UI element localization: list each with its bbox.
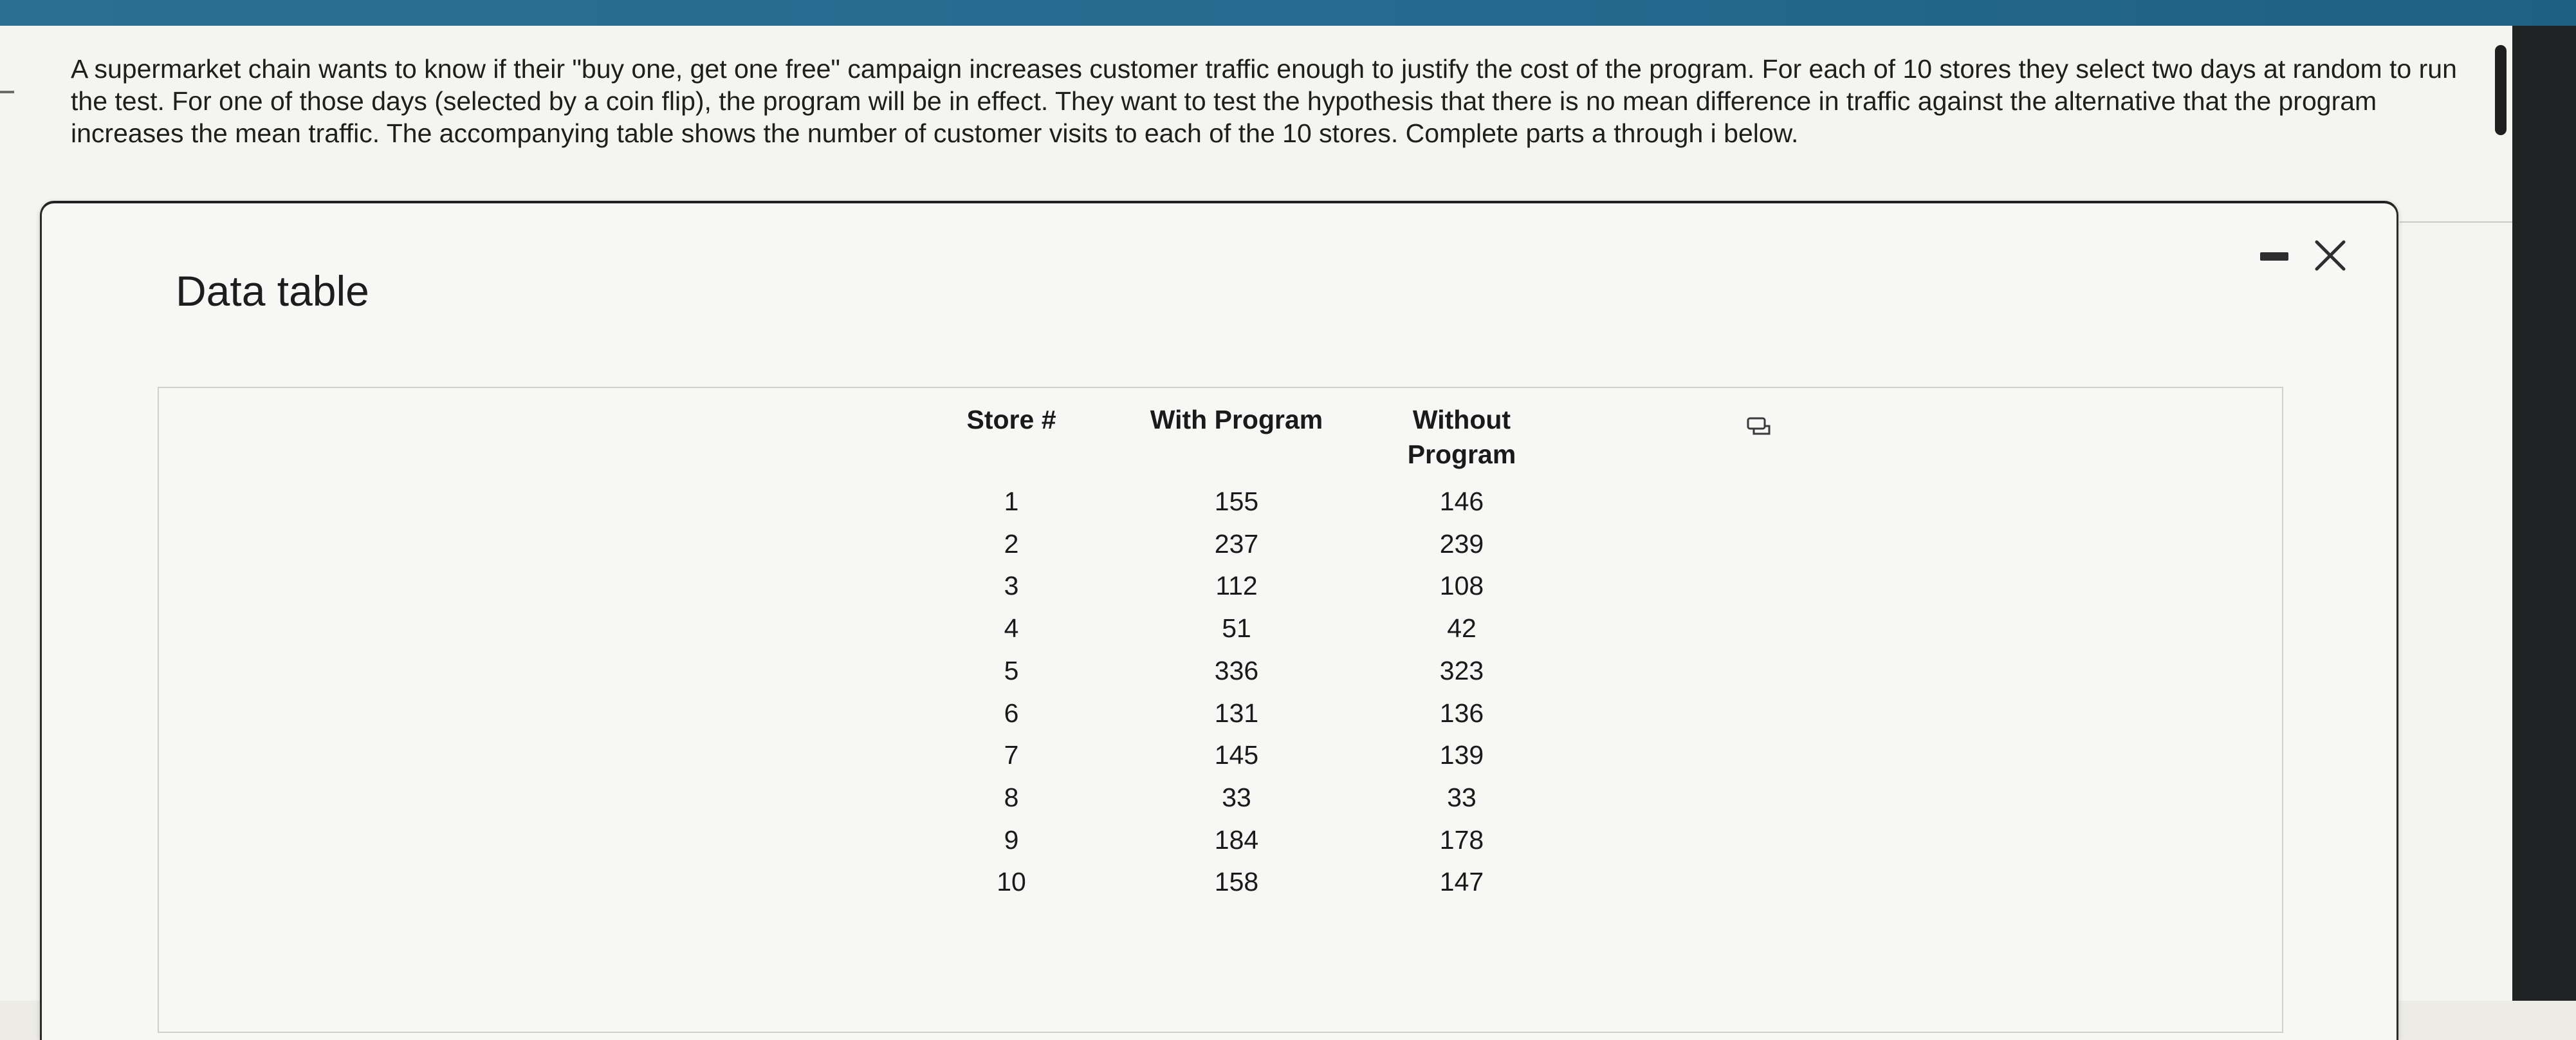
cell-store: 6 [1004,698,1019,728]
table-panel [158,387,2283,1033]
header-with-program [1108,402,1365,481]
table-row [915,734,1558,777]
copy-table-button[interactable] [1745,415,1773,438]
cell-store: 5 [1004,655,1019,685]
cell-with-program: 158 [1214,867,1259,897]
cell-without-program: 42 [1447,613,1477,644]
cell-with-program: 33 [1222,782,1251,812]
table-row [915,819,1558,862]
cell-with-program: 112 [1215,571,1258,601]
cell-without-program: 33 [1447,782,1477,812]
header-with-program-label: With Program [1150,405,1323,434]
cell-store: 8 [1004,782,1019,812]
header-without-program-label: Without Program [1407,405,1516,469]
cell-with-program: 237 [1214,528,1259,559]
table-row [915,692,1558,735]
cell-with-program: 131 [1214,698,1259,728]
right-edge [2512,26,2576,1001]
cell-with-program: 155 [1214,487,1259,516]
table-row [915,608,1558,650]
close-icon [2306,232,2354,279]
question-paragraph: A supermarket chain wants to know if their "buy one, get one free" campaign increases customer traffic enough to justify the cost of the program. For each of 10 stores they select two days at random to run the test. For one of those days (selected by a coin flip), the program will be in effect. They want to test the hypothesis that there is no mean difference in traffic against the alternative that the program increases the mean traffic. The accompanying table shows the number of customer visits to each of the 10 stores. Complete parts a through i below. [71,54,2457,148]
dialog-title: Data table [176,267,369,315]
header-store [915,402,1108,481]
cell-store: 3 [1004,571,1019,601]
table-row [915,565,1558,608]
header-store-label: Store # [966,405,1056,434]
cell-with-program: 51 [1222,613,1251,644]
question-text [71,53,2490,149]
cell-store: 2 [1004,528,1019,559]
cell-store: 4 [1004,613,1019,644]
data-table [915,402,1558,904]
cell-with-program: 184 [1214,824,1259,855]
top-bar [0,0,2576,26]
table-row [915,777,1558,819]
cell-without-program: 239 [1439,528,1484,559]
close-button[interactable] [2306,232,2354,279]
cell-without-program: 139 [1439,740,1484,770]
table-row [915,861,1558,904]
cell-without-program: 136 [1439,698,1484,728]
copy-icon [1745,415,1773,438]
cell-store: 7 [1004,740,1019,770]
data-table-dialog [40,201,2398,1040]
separator-line [2400,221,2512,223]
cell-without-program: 323 [1439,655,1484,685]
scrollbar-thumb[interactable] [2495,45,2507,135]
cell-with-program: 336 [1214,655,1259,685]
table-row [915,481,1558,523]
minimize-button[interactable] [2255,237,2294,275]
cell-store: 1 [1004,487,1019,516]
cell-store: 10 [997,867,1026,897]
cell-without-program: 146 [1439,487,1484,516]
cell-without-program: 147 [1439,867,1484,897]
table-header-row [915,402,1558,481]
cell-with-program: 145 [1214,740,1259,770]
minimize-icon [2260,252,2288,261]
left-dash [0,91,14,93]
cell-store: 9 [1004,824,1019,855]
header-without-program [1365,402,1558,481]
table-row [915,523,1558,566]
cell-without-program: 108 [1439,571,1484,601]
cell-without-program: 178 [1439,824,1484,855]
table-row [915,650,1558,692]
